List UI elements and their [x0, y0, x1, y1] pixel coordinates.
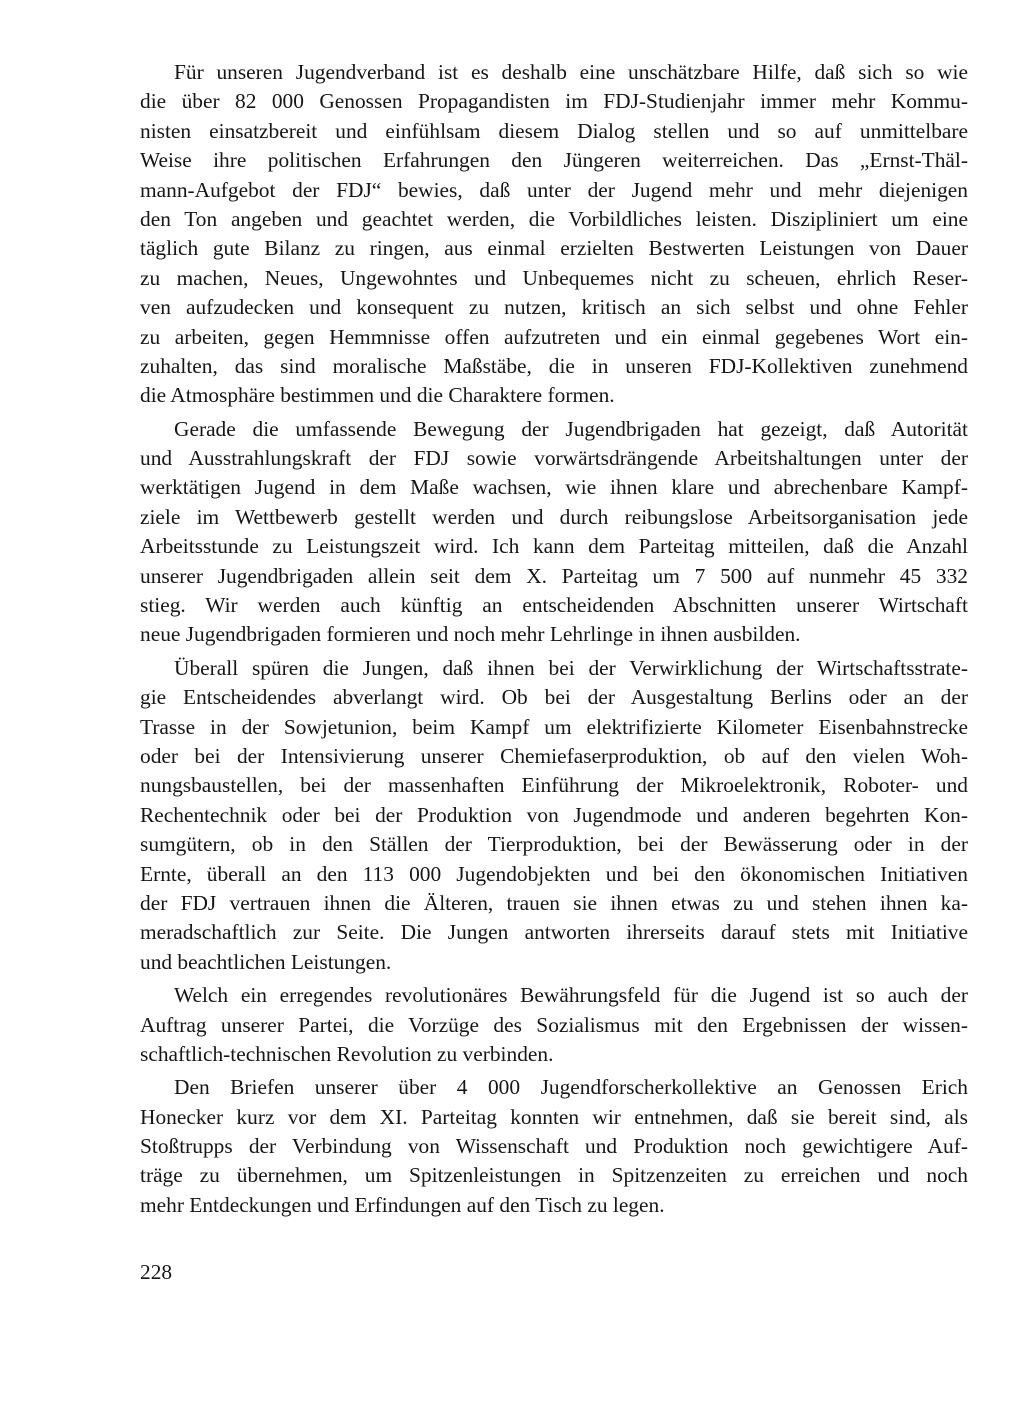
text-line: Gerade die umfassende Bewegung der Jugendbrigaden hat gezeigt, daß Autorität [174, 416, 968, 441]
text-line: werktätigen Jugend in dem Maße wachsen, wie ihnen klare und abrechenbare Kampf- [140, 475, 968, 500]
text-line: die über 82 000 Genossen Propagandisten im FDJ-Studienjahr immer mehr Kommu- [140, 89, 968, 114]
paragraph [140, 654, 968, 977]
text-line: Für unseren Jugendverband ist es deshalb eine unschätzbare Hilfe, daß sich so wie [174, 60, 968, 84]
text-line: träge zu übernehmen, um Spitzenleistungen in Spitzenzeiten zu erreichen und noch [140, 1163, 968, 1188]
text-line: Überall spüren die Jungen, daß ihnen bei der Verwirklichung der Wirtschaftsstrate- [174, 655, 968, 680]
text-line: meradschaftlich zur Seite. Die Jungen antworten ihrerseits darauf stets mit Initiative [140, 920, 968, 945]
text-line: ven aufzudecken und konsequent zu nutzen, kritisch an sich selbst und ohne Fehler [140, 295, 968, 320]
text-line: Weise ihre politischen Erfahrungen den Jüngeren weiterreichen. Das „Ernst-Thäl- [140, 148, 968, 173]
text-line: Stoßtrupps der Verbindung von Wissenschaft und Produktion noch gewichtigere Auf- [140, 1134, 968, 1159]
text-line: Auftrag unserer Partei, die Vorzüge des Sozialismus mit den Ergebnissen der wissen- [140, 1012, 968, 1037]
text-line: nisten einsatzbereit und einfühlsam diesem Dialog stellen und so auf unmittelbare [140, 118, 968, 143]
text-line: unserer Jugendbrigaden allein seit dem X. Parteitag um 7 500 auf nunmehr 45 332 [140, 563, 968, 588]
text-line: stieg. Wir werden auch künftig an entscheidenden Abschnitten unserer Wirtschaft [140, 593, 968, 618]
paragraph [140, 981, 968, 1069]
text-line: täglich gute Bilanz zu ringen, aus einmal erzielten Bestwerten Leistungen von Dauer [140, 236, 968, 261]
text-line: mehr Entdeckungen und Erfindungen auf den Tisch zu legen. [140, 1192, 665, 1217]
text-line: Rechentechnik oder bei der Produktion von Jugendmode und anderen begehrten Kon- [140, 802, 968, 827]
text-line: den Ton angeben und geachtet werden, die Vorbildliches leisten. Diszipliniert um eine [140, 206, 968, 231]
page-number: 228 [140, 1260, 173, 1284]
text-line: und beachtlichen Leistungen. [140, 949, 392, 974]
text-line: oder bei der Intensivierung unserer Chemiefaserproduktion, ob auf den vielen Woh- [140, 743, 968, 768]
paragraph [140, 1073, 968, 1220]
body-text [140, 58, 968, 1220]
text-line: der FDJ vertrauen ihnen die Älteren, trauen sie ihnen etwas zu und stehen ihnen ka- [140, 890, 968, 915]
text-line: Honecker kurz vor dem XI. Parteitag konnten wir entnehmen, daß sie bereit sind, als [140, 1104, 968, 1129]
text-line: zu machen, Neues, Ungewohntes und Unbequemes nicht zu scheuen, ehrlich Reser- [140, 265, 968, 290]
text-line: und Ausstrahlungskraft der FDJ sowie vorwärtsdrängende Arbeitshaltungen unter der [140, 446, 968, 471]
text-line: gie Entscheidendes abverlangt wird. Ob bei der Ausgestaltung Berlins oder an der [140, 685, 968, 710]
text-line: neue Jugendbrigaden formieren und noch mehr Lehrlinge in ihnen ausbilden. [140, 622, 801, 647]
text-line: zu arbeiten, gegen Hemmnisse offen aufzutreten und ein einmal gegebenes Wort ein- [140, 324, 968, 349]
text-line: Trasse in der Sowjetunion, beim Kampf um elektrifizierte Kilometer Eisenbahnstrecke [140, 714, 968, 739]
text-line: mann-Aufgebot der FDJ“ bewies, daß unter der Jugend mehr und mehr diejenigen [140, 177, 968, 202]
text-line: schaftlich-technischen Revolution zu verbinden. [140, 1041, 554, 1066]
text-line: die Atmosphäre bestimmen und die Charaktere formen. [140, 383, 615, 408]
text-line: Welch ein erregendes revolutionäres Bewährungsfeld für die Jugend ist so auch der [174, 983, 968, 1008]
text-line: Arbeitsstunde zu Leistungszeit wird. Ich kann dem Parteitag mitteilen, daß die Anzahl [140, 534, 968, 559]
paragraph [140, 58, 968, 411]
text-line: sumgütern, ob in den Ställen der Tierproduktion, bei der Bewässerung oder in der [140, 832, 968, 857]
text-line: Ernte, überall an den 113 000 Jugendobjekten und bei den ökonomischen Initiativen [140, 861, 968, 886]
text-line: ziele im Wettbewerb gestellt werden und durch reibungslose Arbeitsorganisation jede [140, 504, 968, 529]
paragraph [140, 415, 968, 650]
text-line: Den Briefen unserer über 4 000 Jugendforscherkollektive an Genossen Erich [174, 1075, 968, 1100]
text-line: zuhalten, das sind moralische Maßstäbe, die in unseren FDJ-Kollektiven zunehmend [140, 353, 968, 378]
text-line: nungsbaustellen, bei der massenhaften Einführung der Mikroelektronik, Roboter- und [140, 773, 968, 798]
